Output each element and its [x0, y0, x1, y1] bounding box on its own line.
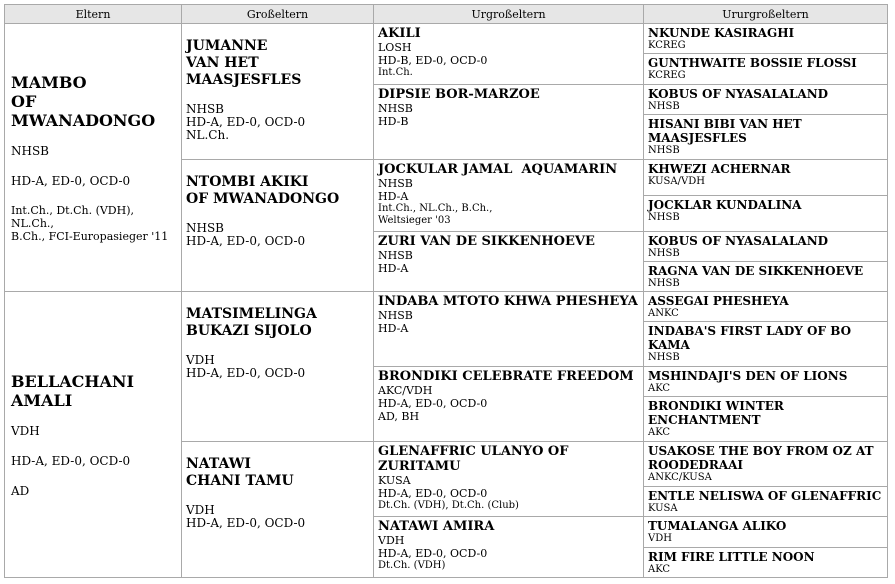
- great-great-grandparent-cell: [644, 487, 888, 517]
- great-grandparent-cell: [374, 231, 644, 292]
- grandparent-cell: [182, 24, 374, 160]
- dog-health: HD-A, ED-0, OCD-0: [11, 174, 131, 189]
- dog-registry: KCREG: [648, 40, 686, 51]
- dog-name: NATAWI AMIRA: [378, 519, 495, 535]
- dog-name: HISANI BIBI VAN HET MAASJESFLES: [648, 116, 802, 145]
- header-eltern: Eltern: [5, 5, 182, 24]
- dog-registry: KUSA/VDH: [648, 175, 705, 187]
- great-grandparent-cell: [374, 292, 644, 367]
- dog-name: NKUNDE KASIRAGHI: [648, 26, 795, 40]
- dog-health: HD-A, ED-0, OCD-0: [186, 115, 306, 129]
- dog-name: BELLACHANI AMALI: [11, 372, 135, 411]
- great-grandparent-cell: [374, 84, 644, 159]
- dog-registry: NHSB: [378, 309, 413, 323]
- dog-name: GLENAFFRIC ULANYO OF ZURITAMU: [378, 444, 569, 475]
- great-great-grandparent-cell: [644, 24, 888, 54]
- grandparent-cell: [182, 292, 374, 442]
- dog-titles: Int.Ch., Dt.Ch. (VDH), NL.Ch., B.Ch., FCI-Europasieger '11: [11, 204, 169, 244]
- dog-registry: KUSA: [378, 474, 411, 488]
- dog-name: MATSIMELINGA BUKAZI SIJOLO: [186, 306, 317, 340]
- grandparent-cell: [182, 159, 374, 291]
- dog-registry: VDH: [378, 534, 405, 548]
- dog-health: HD-A, ED-0, OCD-0: [186, 516, 306, 531]
- parent-cell-dam: [5, 292, 182, 578]
- dog-registry: VDH: [186, 353, 215, 368]
- dog-registry: VDH: [648, 533, 672, 545]
- dog-titles: Dt.Ch. (VDH): [378, 560, 446, 572]
- dog-name: USAKOSE THE BOY FROM OZ AT ROODEDRAAI: [648, 444, 874, 473]
- dog-registry: AKC: [648, 563, 671, 575]
- great-great-grandparent-cell: [644, 322, 888, 367]
- dog-health: HD-A: [378, 261, 409, 275]
- dog-name: JOCKLAR KUNDALINA: [648, 197, 802, 212]
- great-great-grandparent-cell: [644, 114, 888, 159]
- dog-name: ASSEGAI PHESHEYA: [648, 294, 789, 309]
- dog-registry: NHSB: [648, 247, 680, 259]
- dog-titles: Weltsieger '03: [378, 214, 451, 226]
- pedigree-table: [4, 4, 888, 578]
- great-great-grandparent-cell: [644, 292, 888, 322]
- great-great-grandparent-cell: [644, 367, 888, 397]
- dog-titles: NL.Ch.: [186, 128, 230, 142]
- dog-registry: NHSB: [648, 144, 680, 156]
- dog-titles: Int.Ch., NL.Ch., B.Ch.,: [378, 202, 493, 214]
- dog-health: HD-A, ED-0, OCD-0: [11, 454, 131, 469]
- dog-titles: Int.Ch.: [378, 67, 413, 78]
- dog-name: BRONDIKI WINTER ENCHANTMENT: [648, 399, 784, 428]
- dog-name: NTOMBI AKIKI OF MWANADONGO: [186, 173, 340, 207]
- dog-health: HD-A, ED-0, OCD-0: [186, 233, 306, 248]
- dog-registry: NHSB: [648, 352, 680, 364]
- dog-name: INDABA MTOTO KHWA PHESHEYA: [378, 294, 638, 310]
- header-urgrosseltern: Urgroßeltern: [374, 5, 644, 24]
- dog-name: INDABA'S FIRST LADY OF BO KAMA: [648, 324, 852, 353]
- dog-registry: NHSB: [378, 176, 413, 190]
- dog-name: JUMANNE VAN HET MAASJESFLES: [186, 38, 302, 88]
- dog-registry: NHSB: [648, 277, 680, 289]
- dog-registry: LOSH: [378, 41, 412, 54]
- great-great-grandparent-cell: [644, 517, 888, 547]
- great-great-grandparent-cell: [644, 442, 888, 487]
- great-grandparent-cell: [374, 517, 644, 578]
- dog-name: MAMBO OF MWANADONGO: [11, 73, 156, 131]
- dog-health: HD-A: [378, 322, 409, 336]
- great-great-grandparent-cell: [644, 84, 888, 114]
- great-great-grandparent-cell: [644, 54, 888, 84]
- grandparent-cell: [182, 442, 374, 578]
- great-great-grandparent-cell: [644, 231, 888, 261]
- dog-registry: ANKC/KUSA: [648, 472, 712, 484]
- dog-titles: Dt.Ch. (VDH), Dt.Ch. (Club): [378, 500, 519, 512]
- dog-name: NATAWI CHANI TAMU: [186, 456, 294, 490]
- dog-registry: NHSB: [378, 248, 413, 262]
- dog-registry: AKC: [648, 383, 671, 395]
- dog-registry: VDH: [186, 503, 215, 518]
- dog-registry: NHSB: [648, 100, 680, 112]
- great-great-grandparent-cell: [644, 195, 888, 231]
- dog-name: MSHINDAJI'S DEN OF LIONS: [648, 369, 848, 384]
- dog-registry: NHSB: [648, 211, 680, 223]
- dog-name: AKILI: [378, 26, 421, 41]
- great-grandparent-cell: [374, 367, 644, 442]
- header-ururgrosseltern: Ururgroßeltern: [644, 5, 888, 24]
- dog-name: RAGNA VAN DE SIKKENHOEVE: [648, 263, 864, 278]
- great-grandparent-cell: [374, 24, 644, 85]
- dog-health: HD-A, ED-0, OCD-0: [378, 487, 488, 501]
- dog-name: KHWEZI ACHERNAR: [648, 161, 791, 176]
- great-grandparent-cell: [374, 159, 644, 231]
- dog-name: JOCKULAR JAMAL AQUAMARIN: [378, 161, 618, 177]
- header-row: [5, 5, 888, 24]
- dog-name: KOBUS OF NYASALALAND: [648, 233, 829, 248]
- great-great-grandparent-cell: [644, 547, 888, 577]
- dog-health: HD-A: [378, 189, 409, 203]
- dog-name: ENTLE NELISWA OF GLENAFFRIC: [648, 489, 882, 504]
- great-grandparent-cell: [374, 442, 644, 517]
- dog-registry: AKC: [648, 427, 671, 439]
- dog-registry: ANKC: [648, 308, 679, 320]
- dog-registry: KCREG: [648, 70, 686, 82]
- parent-cell-sire: [5, 24, 182, 292]
- dog-registry: AKC/VDH: [378, 384, 433, 398]
- dog-health: HD-B, ED-0, OCD-0: [378, 54, 488, 67]
- dog-name: BRONDIKI CELEBRATE FREEDOM: [378, 369, 634, 385]
- dog-titles: AD, BH: [378, 410, 420, 424]
- dog-health: HD-A, ED-0, OCD-0: [378, 547, 488, 561]
- dog-name: RIM FIRE LITTLE NOON: [648, 549, 815, 564]
- great-great-grandparent-cell: [644, 159, 888, 195]
- dog-registry: VDH: [11, 424, 40, 439]
- dog-name: GUNTHWAITE BOSSIE FLOSSI: [648, 56, 857, 71]
- great-great-grandparent-cell: [644, 397, 888, 442]
- dog-name: ZURI VAN DE SIKKENHOEVE: [378, 233, 595, 249]
- dog-name: KOBUS OF NYASALALAND: [648, 86, 829, 101]
- dog-health: HD-A, ED-0, OCD-0: [378, 397, 488, 411]
- dog-registry: NHSB: [186, 102, 225, 116]
- dog-health: HD-B: [378, 114, 409, 128]
- dog-registry: NHSB: [378, 101, 413, 115]
- dog-titles: AD: [11, 484, 30, 499]
- dog-name: DIPSIE BOR-MARZOE: [378, 86, 540, 102]
- dog-registry: NHSB: [186, 220, 225, 235]
- dog-registry: NHSB: [11, 144, 50, 159]
- dog-name: TUMALANGA ALIKO: [648, 519, 787, 534]
- dog-registry: KUSA: [648, 503, 678, 515]
- header-grosseltern: Großeltern: [182, 5, 374, 24]
- dog-health: HD-A, ED-0, OCD-0: [186, 366, 306, 381]
- great-great-grandparent-cell: [644, 261, 888, 291]
